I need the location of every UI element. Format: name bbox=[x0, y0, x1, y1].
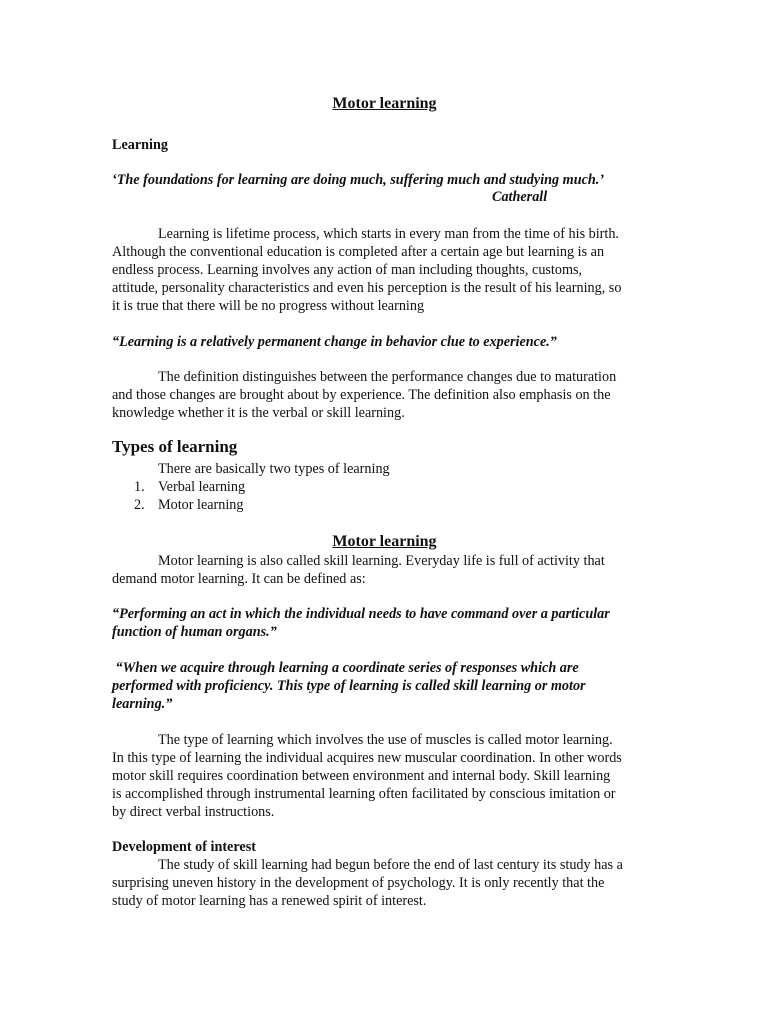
section-heading-development: Development of interest bbox=[112, 839, 256, 855]
text-line: and those changes are brought about by experience. The definition also emphasis on the bbox=[112, 387, 611, 403]
text-line: The study of skill learning had begun before the end of last century its study has a bbox=[158, 857, 623, 873]
text-line: by direct verbal instructions. bbox=[112, 804, 275, 820]
page-title: Motor learning bbox=[332, 95, 437, 112]
quote-attribution: Catherall bbox=[492, 189, 548, 205]
text-line: motor skill requires coordination between environment and internal body. Skill learning bbox=[112, 768, 611, 784]
section-heading-motor: Motor learning bbox=[332, 533, 437, 550]
list-item bbox=[134, 496, 244, 514]
text-line: Motor learning is also called skill learning. Everyday life is full of activity that bbox=[158, 553, 605, 569]
section-heading-learning: Learning bbox=[112, 137, 168, 153]
text-line: knowledge whether it is the verbal or skill learning. bbox=[112, 405, 405, 421]
list-item bbox=[134, 478, 245, 496]
text-line: Learning is lifetime process, which starts in every man from the time of his birth. bbox=[158, 226, 619, 242]
text-line: In this type of learning the individual acquires new muscular coordination. In other words bbox=[112, 750, 622, 766]
text-line: “When we acquire through learning a coordinate series of responses which are bbox=[112, 660, 579, 676]
section-heading-types: Types of learning bbox=[112, 437, 238, 456]
list-label: Verbal learning bbox=[158, 479, 246, 495]
text-line: is accomplished through instrumental learning often facilitated by conscious imitation or bbox=[112, 786, 616, 802]
list-label: Motor learning bbox=[158, 497, 244, 513]
quote-foundations: ‘The foundations for learning are doing much, suffering much and studying much.’ bbox=[112, 172, 605, 188]
text-line: endless process. Learning involves any action of man including thoughts, customs, bbox=[112, 262, 583, 278]
text-line: performed with proficiency. This type of learning is called skill learning or motor bbox=[112, 678, 586, 694]
text-line: The definition distinguishes between the performance changes due to maturation bbox=[158, 369, 617, 385]
list-number: 1. bbox=[134, 479, 145, 495]
list-number: 2. bbox=[134, 497, 145, 513]
quote-definition: “Learning is a relatively permanent change in behavior clue to experience.” bbox=[112, 334, 557, 350]
text-line: “Performing an act in which the individual needs to have command over a particular bbox=[112, 606, 610, 622]
text-line: function of human organs.” bbox=[112, 624, 277, 640]
types-intro: There are basically two types of learning bbox=[158, 461, 390, 477]
text-line: study of motor learning has a renewed spirit of interest. bbox=[112, 893, 427, 909]
text-line: learning.” bbox=[112, 696, 173, 712]
text-line: surprising uneven history in the development of psychology. It is only recently that the bbox=[112, 875, 605, 891]
text-line: Although the conventional education is completed after a certain age but learning is an bbox=[112, 244, 605, 260]
text-line: The type of learning which involves the use of muscles is called motor learning. bbox=[158, 732, 613, 748]
text-line: demand motor learning. It can be defined as: bbox=[112, 571, 366, 587]
text-line: attitude, personality characteristics and even his perception is the result of his learning, so bbox=[112, 280, 622, 296]
text-line: it is true that there will be no progress without learning bbox=[112, 298, 425, 314]
